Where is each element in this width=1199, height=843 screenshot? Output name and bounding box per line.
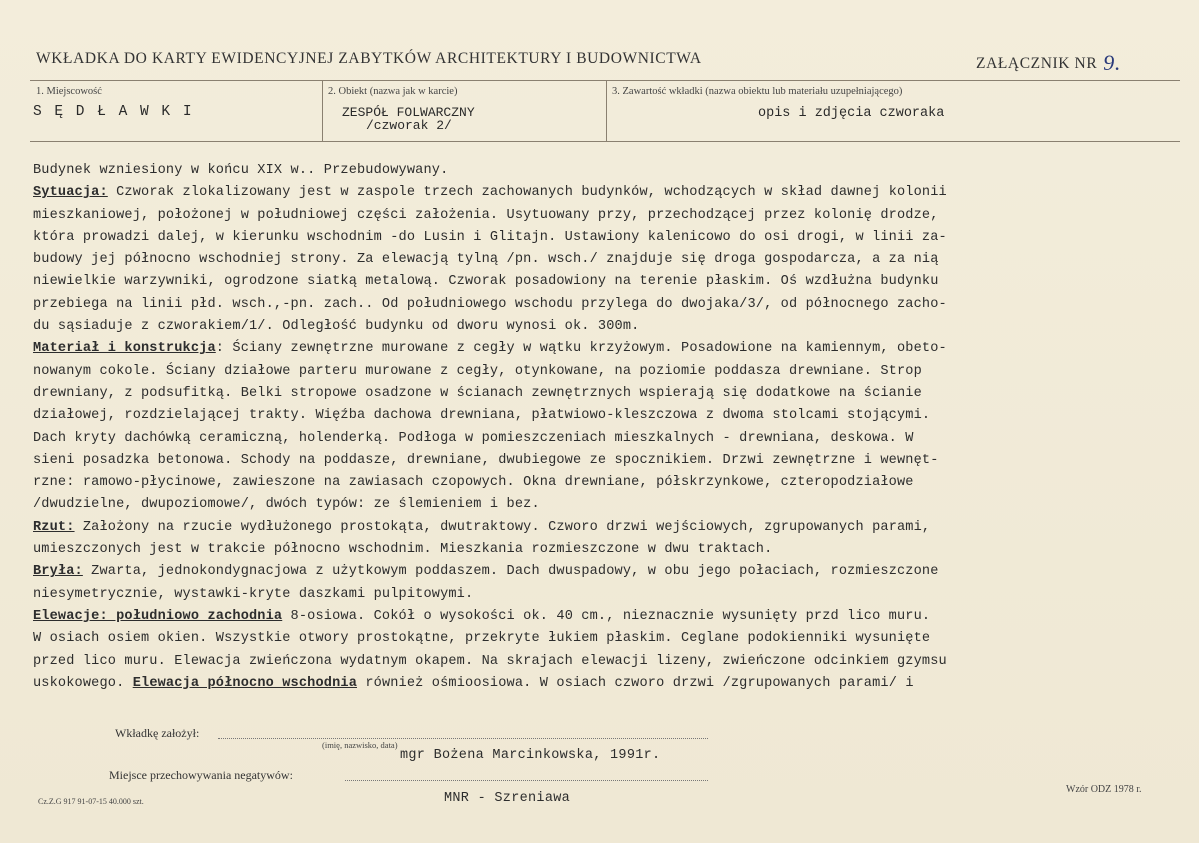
text-line: du sąsiaduje z czworakiem/1/. Odległość budynku od dworu wynosi ok. 300m. — [33, 319, 640, 335]
text-line: budowy jej północno wschodniej strony. Za elewacją tylną /pn. wsch./ znajduje się droga gospodarcza, a za nią — [33, 252, 939, 268]
negatives-dotted-line — [345, 780, 708, 781]
text-line — [33, 517, 1153, 539]
text-line — [33, 182, 1153, 204]
text-span: Założony na rzucie wydłużonego prostokąta, dwutraktowy. Czworo drzwi wejściowych, zgrupowanych parami, — [74, 519, 931, 535]
print-info: Cz.Z.G 917 91-07-15 40.000 szt. — [38, 797, 144, 806]
object-label: 2. Obiekt (nazwa jak w karcie) — [328, 86, 458, 97]
form-title: WKŁADKA DO KARTY EWIDENCYJNEJ ZABYTKÓW ARCHITEKTURY I BUDOWNICTWA — [36, 50, 702, 67]
negatives-value: MNR - Szreniawa — [444, 791, 571, 806]
section-label-mass: Bryła: — [33, 564, 83, 580]
text-line: Dach kryty dachówką ceramiczną, holenderką. Podłoga w pomieszczeniach mieszkalnych - drewniana, deskowa. W — [33, 430, 914, 446]
text-line: drewniany, z podsufitką. Belki stropowe osadzone w ścianach zewnętrznych wspierają się dodatkowe na ścianie — [33, 385, 922, 401]
field-divider-2 — [606, 80, 607, 141]
text-line: działowej, rozdzielającej trakty. Więźba dachowa drewniana, płatwiowo-kleszczowa z dwoma stolcami stojącymi. — [33, 408, 931, 424]
section-label-material: Materiał i konstrukcja — [33, 341, 216, 357]
text-line — [33, 561, 1153, 583]
text-line — [33, 606, 1153, 628]
section-label-plan: Rzut: — [33, 519, 75, 535]
founder-value: mgr Bożena Marcinkowska, 1991r. — [400, 748, 661, 763]
section-label-ne-elevation: Elewacja północno wschodnia — [132, 675, 358, 691]
founder-label: Wkładkę założył: — [115, 726, 200, 740]
object-line-1: ZESPÓŁ FOLWARCZNY — [342, 105, 475, 120]
text-span: Czworak zlokalizowany jest w zaspole trzech zachowanych budynków, wchodzących w skład dawnej kolonii — [107, 185, 947, 201]
text-line: umieszczonych jest w trakcie północno wschodnim. Mieszkania rozmieszczone w dwu traktach. — [33, 542, 773, 558]
description-body — [33, 160, 1153, 695]
text-line: niesymetrycznie, wystawki-kryte daszkami pulpitowymi. — [33, 586, 474, 602]
attachment-label: ZAŁĄCZNIK NR — [976, 55, 1098, 72]
section-label-situation: Sytuacja: — [33, 185, 108, 201]
form-code: Wzór ODZ 1978 r. — [1066, 784, 1142, 795]
text-span: również ośmioosiowa. W osiach czworo drzwi /zgrupowanych parami/ i — [357, 675, 914, 691]
field-divider-1 — [322, 80, 323, 141]
header-top-rule — [30, 80, 1180, 81]
text-line: nowanym cokole. Ściany działowe parteru murowane z cegły, otynkowane, na poziomie poddasza drewniane. Strop — [33, 363, 922, 379]
text-line: przebiega na linii płd. wsch.,-pn. zach.. Od południowego wschodu przylega do dwojaka/3/, od północnego zacho- — [33, 296, 947, 312]
text-line: sieni posadzka betonowa. Schody na poddasze, drewniane, dwubiegowe ze spocznikiem. Drzwi zewnętrzne i wewnęt- — [33, 452, 939, 468]
negatives-label: Miejsce przechowywania negatywów: — [109, 768, 293, 782]
text-line: niewielkie warzywniki, ogrodzone siatką metalową. Czworak posadowiony na terenie płaskim. Oś wzdłużna budynku — [33, 274, 939, 290]
text-span: 8-osiowa. Cokół o wysokości ok. 40 cm., nieznacznie wysunięty przd lico muru. — [282, 608, 931, 624]
text-span: Zwarta, jednokondygnacjowa z użytkowym poddaszem. Dach dwuspadowy, w obu jego połaciach, rozmieszczone — [82, 564, 939, 580]
text-line: rzne: ramowo-płycinowe, zawieszone na zawiasach czopowych. Okna drewniane, półskrzynkowe, czteropodziałowe — [33, 475, 914, 491]
attachment-number — [976, 50, 1121, 76]
text-line: W osiach osiem okien. Wszystkie otwory prostokątne, przekryte łukiem płaskim. Ceglane podokienniki wysunięte — [33, 631, 931, 647]
text-span: uskokowego. — [33, 675, 133, 691]
locality-value: S Ę D Ł A W K I — [33, 104, 194, 120]
text-span: : Ściany zewnętrzne murowane z cegły w wątku krzyżowym. Posadowione na kamiennym, obeto- — [215, 341, 947, 357]
content-label: 3. Zawartość wkładki (nazwa obiektu lub materiału uzupełniającego) — [612, 86, 903, 97]
attachment-number-value: 9. — [1103, 50, 1121, 75]
text-line: która prowadzi dalej, w kierunku wschodnim -do Lusin i Glitajn. Ustawiony kalenicowo do osi drogi, w linii za- — [33, 229, 947, 245]
content-value: opis i zdjęcia czworaka — [758, 106, 945, 121]
text-line — [33, 673, 1153, 695]
header-bottom-rule — [30, 141, 1180, 142]
text-line: przed lico muru. Elewacja zwieńczona wydatnym okapem. Na skrajach elewacji lizeny, zwieńczone odcinkiem gzymsu — [33, 653, 947, 669]
text-line: /dwudzielne, dwupoziomowe/, dwóch typów: ze ślemieniem i bez. — [33, 497, 540, 513]
section-label-elevations: Elewacje: południowo zachodnia — [33, 608, 283, 624]
text-line — [33, 338, 1153, 360]
object-line-2: /czworak 2/ — [366, 118, 452, 133]
founder-caption: (imię, nazwisko, data) — [322, 740, 398, 750]
text-line: Budynek wzniesiony w końcu XIX w.. Przebudowywany. — [33, 163, 449, 178]
founder-dotted-line — [218, 738, 708, 739]
text-line: mieszkaniowej, położonej w południowej części założenia. Usytuowany przy, przechodzącej przez kolonię drodze, — [33, 207, 939, 223]
locality-label: 1. Miejscowość — [36, 86, 102, 97]
